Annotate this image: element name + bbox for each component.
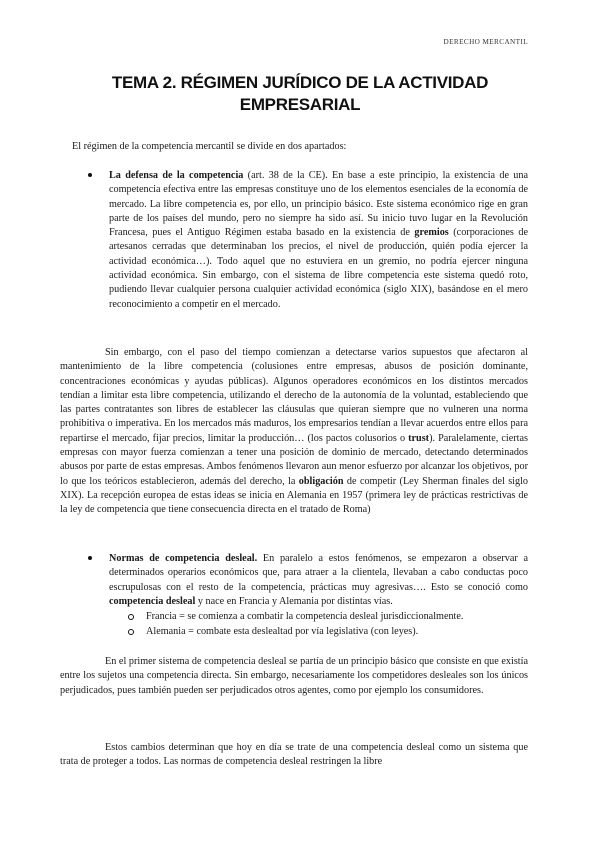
para1-body-3: de competir (Ley Sherman finales del siglo XIX). La recepción europea de estas ideas se inicia en Alemania en 1957 (primera ley de prácticas restrictivas de la ley de competencia que tiene consecuencia directa en el tratado de Roma) xyxy=(60,475,529,516)
bullet-term: Normas de competencia desleal. xyxy=(109,553,258,564)
subitem-alemania xyxy=(128,625,528,639)
bullet-dot-icon xyxy=(88,173,92,177)
intro-paragraph: El régimen de la competencia mercantil se divide en dos apartados: xyxy=(72,141,347,152)
running-header: DERECHO MERCANTIL xyxy=(443,38,528,46)
term-gremios: gremios xyxy=(414,227,449,239)
title-line-1: TEMA 2. RÉGIMEN JURÍDICO DE LA ACTIVIDAD xyxy=(111,73,489,92)
para1-body-2: ). Paralelamente, ciertas empresas con mayor fuerza comienzan a tener una posición de dominio de mercado, detectando determinados abusos por parte de estas empresas. Ambos fenómenos llevaron aun menor esfuerzo por alcanzar los objetivos, por lo que los teóricos establecieron, además del derecho, la xyxy=(60,432,528,487)
bullet-body-2: (corporaciones de artesanos cerradas que determinaban los precios, el nivel de producción, quién podía ejercer la actividad económica…). Todo aquel que no estuviera en un gremio, no podría ejercer ninguna actividad económica. Sin embargo, con el sistema de libre competencia este sistema quedó roto, pudiendo llevar cualquier persona cualquier actividad económica (siglo XIX), basándose en el mero reconocimiento a competir en el mercado. xyxy=(109,227,528,310)
para1-body-1: Sin embargo, con el paso del tiempo comienzan a detectarse varios supuestos que afectaron al mantenimiento de la libre competencia (colusiones entre empresas, abusos de posición dominante, concentraciones económicas y ayudas públicas). Algunos operadores económicos en los distintos mercados tendían a limitar esta libre competencia, utilizando el derecho de la autonomía de la voluntad, estableciendo que las partes contratantes son libres de establecer las cláusulas que quieran siempre que no vulneren una norma prohibitiva o imperativa. En los mercados más maduros, los empresarios tendían a llevar acuerdos entre ellos para repartirse el mercado, fijar precios, limitar la producción… (los pactos colusorios o xyxy=(60,347,528,444)
title-line-2: EMPRESARIAL xyxy=(239,95,361,114)
circle-bullet-icon xyxy=(128,614,134,620)
bullet-text xyxy=(109,169,528,312)
bullet-body-1: (art. 38 de la CE). En base a este principio, la existencia de una competencia efectiva entre las empresas constituye uno de los elementos esenciales de la economía de mercado. La libre competencia es, por ello, un principio básico. Este sistema económico rige en gran parte de los países del mundo, pero no siempre ha sido así. Su inicio tuvo lugar en la Revolución Francesa, pues el Antiguo Régimen estaba basado en la existencia de xyxy=(109,170,528,239)
circle-bullet-icon xyxy=(128,629,134,635)
bullet-body-2: y nace en Francia y Alemania por distintas vías. xyxy=(195,595,393,607)
term-competencia-desleal: competencia desleal xyxy=(109,595,196,607)
term-obligacion: obligación xyxy=(298,475,344,487)
paragraph-2: En el primer sistema de competencia desleal se partía de un principio básico que consiste en que existía entre los sujetos una competencia directa. Sin embargo, necesariamente los competidores desleales son los únicos perjudicados, pues también pueden ser perjudicados otros agentes, como por ejemplo los consumidores. xyxy=(60,656,528,696)
bullet-body-1: En paralelo a estos fenómenos, se empezaron a observar a determinados operarios económicos que, para atraer a la clientela, llevaban a cabo conductas poco escrupulosas con el resto de la competencia, prácticas muy agresivas…. Esto se conoció como xyxy=(109,553,529,593)
bullet-term: La defensa de la competencia xyxy=(109,170,244,181)
bullet-dot-icon xyxy=(88,556,92,560)
paragraph-1 xyxy=(60,346,528,518)
subitem-text: Francia = se comienza a combatir la competencia desleal jurisdiccionalmente. xyxy=(146,611,464,622)
subitem-francia xyxy=(128,610,528,624)
bullet-defensa-competencia xyxy=(88,169,528,312)
subitem-text: Alemania = combate esta deslealtad por vía legislativa (con leyes). xyxy=(146,626,419,637)
bullet-text xyxy=(109,552,528,609)
bullet-competencia-desleal xyxy=(88,552,528,609)
page-title xyxy=(60,72,540,116)
paragraph-3: Estos cambios determinan que hoy en día se trate de una competencia desleal como un sistema que trata de proteger a todos. Las normas de competencia desleal restringen la libre xyxy=(60,742,528,768)
term-trust: trust xyxy=(408,432,430,444)
